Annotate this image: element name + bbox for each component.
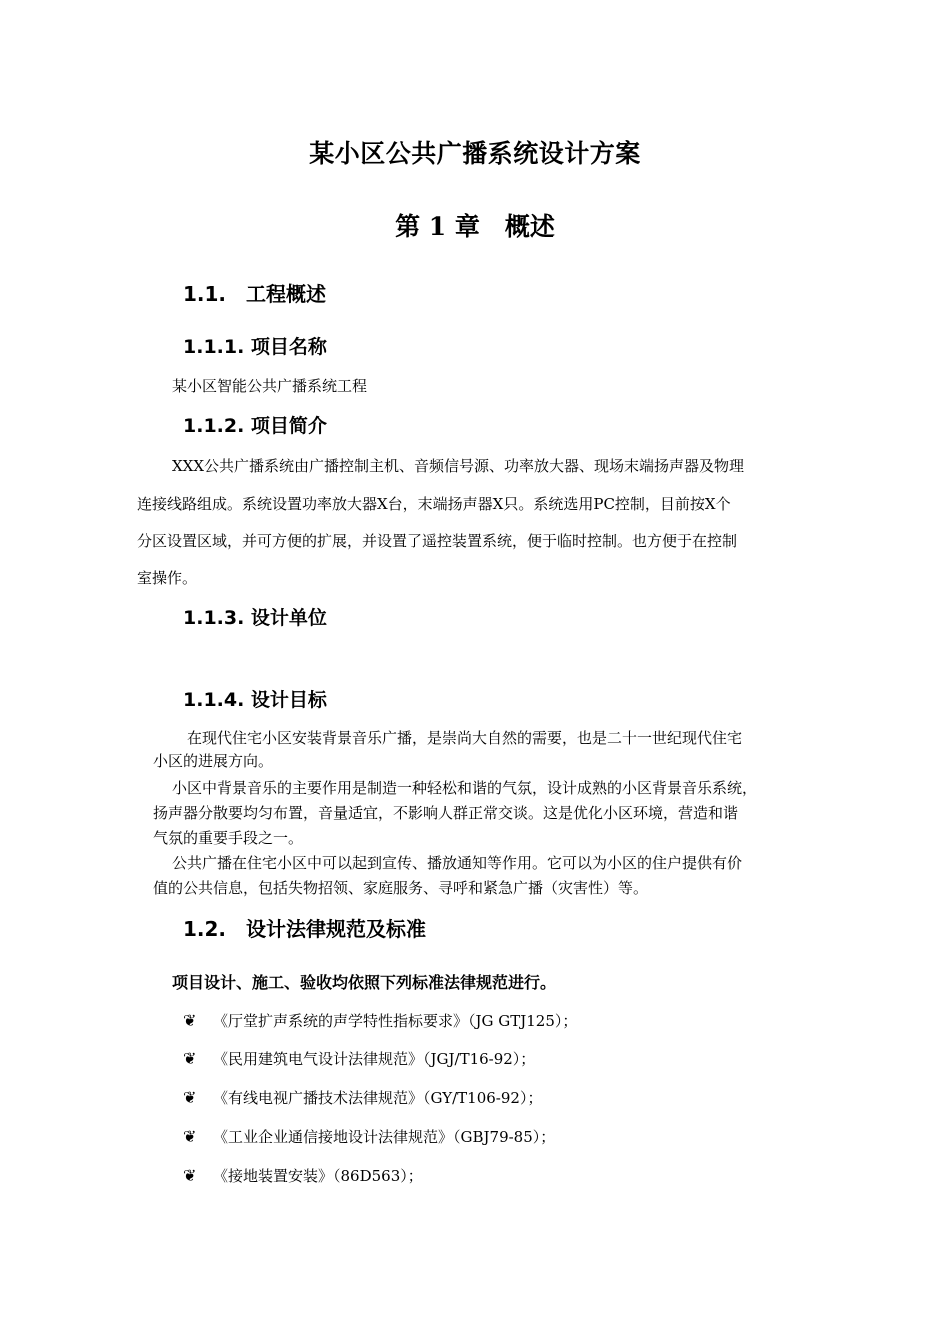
section-heading-1-2: 1.2. 设计法律规范及标准 (183, 917, 427, 941)
bullet-icon: ❦ (183, 1127, 197, 1146)
goal-line-1: 在现代住宅小区安装背景音乐广播，是崇尚大自然的需要，也是二十一世纪现代住宅 (187, 729, 743, 747)
intro-line-3: 分区设置区域，并可方便的扩展，并设置了遥控装置系统，便于临时控制。也方便于在控制 (137, 532, 738, 550)
intro-line-1: XXX公共广播系统由广播控制主机、音频信号源、功率放大器、现场末端扬声器及物理 (172, 457, 745, 475)
goal-line-2: 小区的进展方向。 (153, 752, 274, 770)
bullet-icon: ❦ (183, 1011, 197, 1030)
standard-item-text: 《民用建筑电气设计法律规范》（JGJ/T16-92）； (213, 1050, 536, 1068)
section-heading-1-1-4: 1.1.4. 设计目标 (183, 689, 327, 711)
standard-item (183, 1165, 423, 1186)
standard-item (183, 1126, 555, 1147)
section-heading-1-1-3: 1.1.3. 设计单位 (183, 607, 327, 629)
standard-item (183, 1048, 535, 1069)
standard-item (183, 1010, 577, 1031)
goal-line-7: 值的公共信息，包括失物招领、家庭服务、寻呼和紧急广播（灾害性）等。 (153, 879, 649, 897)
goal-line-6: 公共广播在住宅小区中可以起到宣传、播放通知等作用。它可以为小区的住户提供有价 (172, 854, 743, 872)
standard-item-text: 《厅堂扩声系统的声学特性指标要求》（JG GTJ125）； (213, 1012, 578, 1030)
bullet-icon: ❦ (183, 1166, 197, 1185)
section-heading-1-1: 1.1. 工程概述 (183, 282, 327, 306)
intro-line-4: 室操作。 (137, 569, 198, 587)
standard-item-text: 《接地装置安装》（86D563）； (213, 1167, 423, 1185)
bullet-icon: ❦ (183, 1088, 197, 1107)
chapter-heading: 第 1 章 概述 (395, 212, 555, 241)
section-heading-1-1-2: 1.1.2. 项目简介 (183, 415, 327, 437)
bullet-icon: ❦ (183, 1049, 197, 1068)
intro-line-2: 连接线路组成。系统设置功率放大器X台，末端扬声器X只。系统选用PC控制，目前按X个 (137, 495, 731, 513)
document-title: 某小区公共广播系统设计方案 (309, 139, 641, 168)
goal-line-4: 扬声器分散要均匀布置，音量适宜，不影响人群正常交谈。这是优化小区环境，营造和谐 (153, 804, 739, 822)
standard-item-text: 《有线电视广播技术法律规范》（GY/T106-92）； (213, 1089, 543, 1107)
standard-item-text: 《工业企业通信接地设计法律规范》（GBJ79-85）； (213, 1128, 556, 1146)
goal-line-3: 小区中背景音乐的主要作用是制造一种轻松和谐的气氛，设计成熟的小区背景音乐系统， (172, 779, 758, 797)
section-heading-1-1-1: 1.1.1. 项目名称 (183, 336, 327, 358)
project-name-text: 某小区智能公共广播系统工程 (172, 377, 368, 395)
standards-intro: 项目设计、施工、验收均依照下列标准法律规范进行。 (172, 973, 557, 992)
standard-item (183, 1087, 542, 1108)
goal-line-5: 气氛的重要手段之一。 (153, 829, 304, 847)
